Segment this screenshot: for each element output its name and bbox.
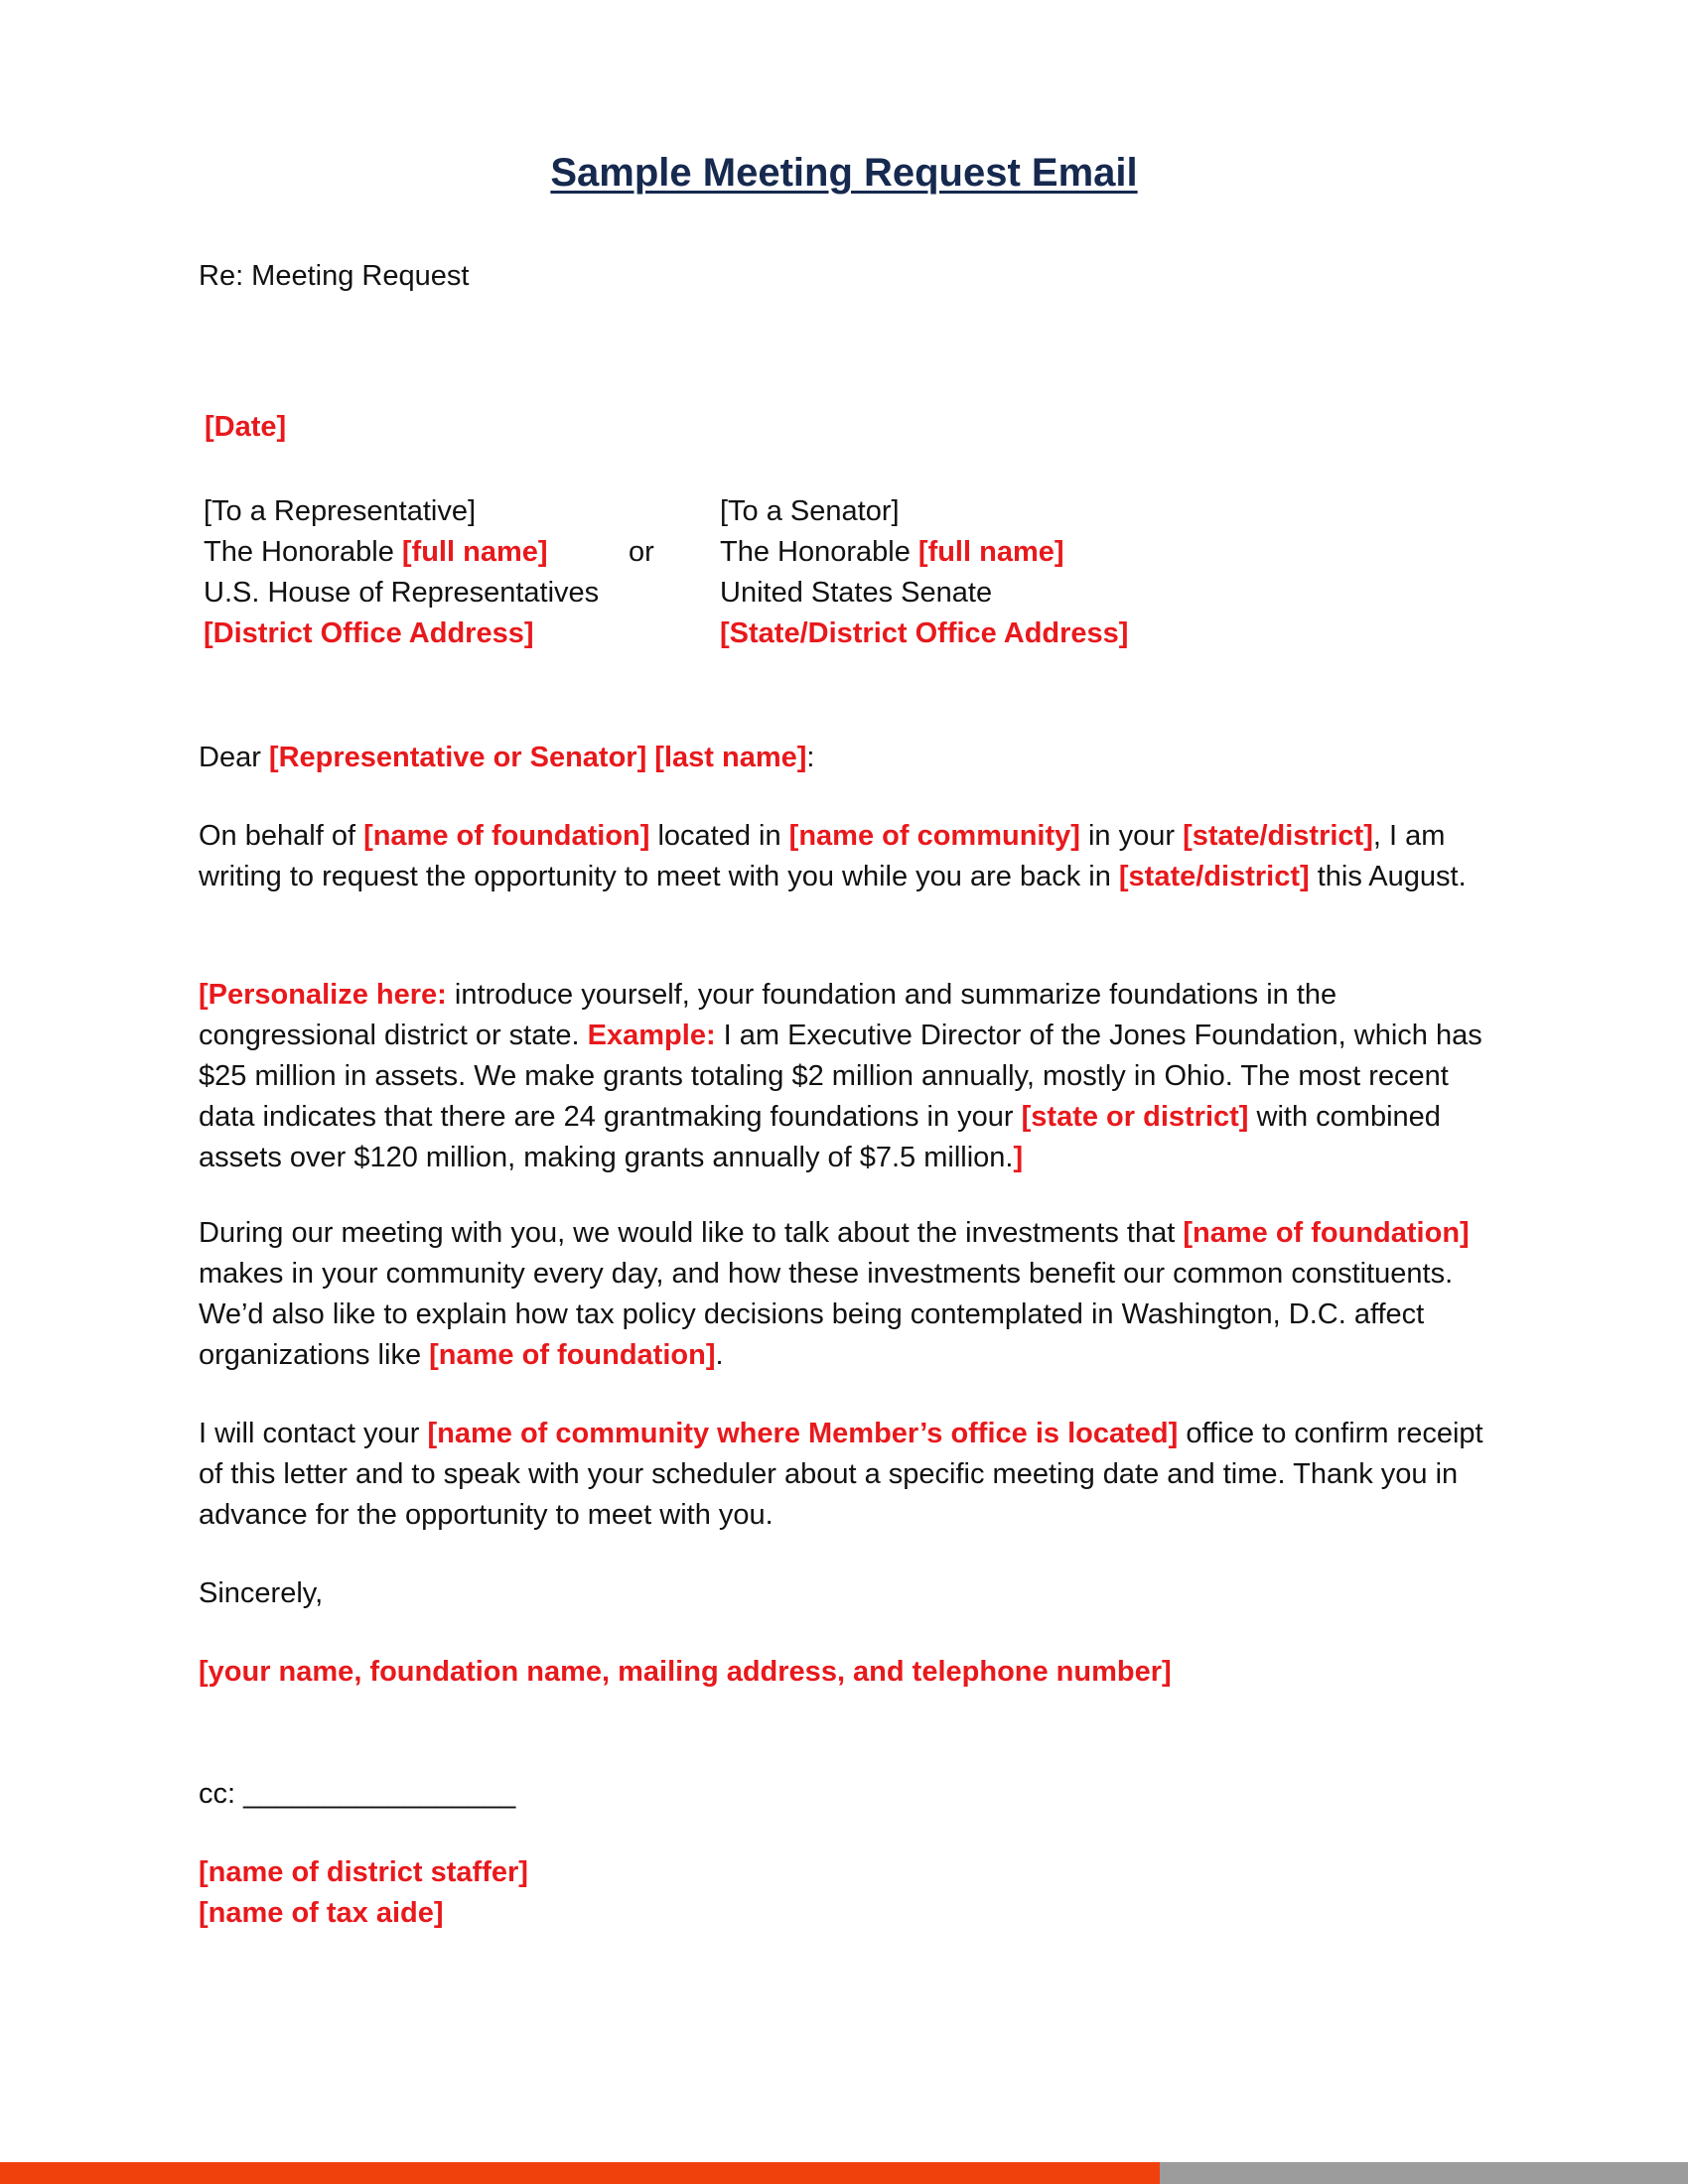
- p3-text: makes in your community every day, and how these investments benefit our common constituents. We’d also like to explain how tax policy decisions being contemplated in Washington, D.C. affect organizations like: [199, 1258, 1454, 1371]
- p4-placeholder: [name of community where Member’s office is located]: [427, 1418, 1179, 1449]
- senator-address-block: [720, 491, 1128, 654]
- cc-district-staffer: [name of district staffer]: [199, 1856, 528, 1888]
- p2-text: I am Executive Director of the Jones Foundation, which has $25 million in assets. We make grants totaling $2 million annually, mostly in Ohio. The most recent data indicates that there are 24 grantmaking foundations in your: [199, 1020, 1482, 1133]
- rep-full-name-placeholder: [full name]: [401, 536, 548, 568]
- p2-placeholder: [state or district]: [1021, 1101, 1249, 1133]
- rep-office-placeholder: [District Office Address]: [204, 617, 534, 649]
- p3-placeholder: [name of foundation]: [429, 1339, 716, 1371]
- cc-line: cc: _________________: [199, 1778, 516, 1810]
- rep-chamber: U.S. House of Representatives: [204, 577, 600, 609]
- p2-text: introduce yourself, your foundation and summarize foundations in the congressional district or state.: [199, 979, 1337, 1051]
- rep-header: [To a Representative]: [204, 495, 477, 527]
- p1-text: On behalf of: [199, 820, 364, 852]
- or-separator: or: [629, 536, 654, 568]
- salutation-colon: :: [806, 742, 815, 773]
- p1-text: this August.: [1309, 861, 1467, 892]
- paragraph-1: [199, 816, 1489, 897]
- signature-placeholder: [your name, foundation name, mailing address, and telephone number]: [199, 1656, 1172, 1688]
- p1-placeholder: [name of community]: [788, 820, 1080, 852]
- p3-text: During our meeting with you, we would like to talk about the investments that: [199, 1217, 1184, 1249]
- sen-honorable-text: The Honorable: [720, 536, 918, 568]
- closing: Sincerely,: [199, 1577, 324, 1609]
- footer-bar-orange: [0, 2162, 1160, 2184]
- cc-tax-aide: [name of tax aide]: [199, 1897, 444, 1929]
- sen-honorable-line: [720, 532, 1128, 573]
- p4-text: office to confirm receipt of this letter and to speak with your scheduler about a specific meeting date and time. Thank you in advance for the opportunity to meet with you.: [199, 1418, 1483, 1531]
- p2-text: with combined assets over $120 million, making grants annually of $7.5 million.: [199, 1101, 1441, 1173]
- salutation: [199, 738, 814, 778]
- paragraph-2: [199, 975, 1489, 1178]
- rep-honorable-line: [204, 532, 599, 573]
- p2-placeholder: [Personalize here:: [199, 979, 447, 1011]
- p1-text: , I am writing to request the opportunity to meet with you while you are back in: [199, 820, 1446, 892]
- p1-text: in your: [1079, 820, 1184, 852]
- sen-full-name-placeholder: [full name]: [917, 536, 1064, 568]
- p1-placeholder: [state/district]: [1118, 861, 1310, 892]
- footer-bar-gray: [1160, 2162, 1688, 2184]
- sen-header: [To a Senator]: [720, 495, 900, 527]
- p4-text: I will contact your: [199, 1418, 428, 1449]
- representative-address-block: [204, 491, 599, 654]
- p1-text: located in: [649, 820, 789, 852]
- p1-placeholder: [name of foundation]: [363, 820, 650, 852]
- salutation-dear: Dear: [199, 742, 269, 773]
- p3-placeholder: [name of foundation]: [1183, 1217, 1470, 1249]
- sen-office-placeholder: [State/District Office Address]: [720, 617, 1129, 649]
- p2-placeholder: ]: [1013, 1142, 1024, 1173]
- rep-honorable-text: The Honorable: [204, 536, 402, 568]
- p3-text: .: [715, 1339, 724, 1371]
- paragraph-4: [199, 1414, 1489, 1536]
- re-line: Re: Meeting Request: [199, 260, 470, 292]
- sen-chamber: United States Senate: [720, 577, 993, 609]
- paragraph-3: [199, 1213, 1489, 1376]
- p2-placeholder: Example:: [587, 1020, 716, 1051]
- p1-placeholder: [state/district]: [1183, 820, 1373, 852]
- page-title: Sample Meeting Request Email: [550, 151, 1138, 195]
- date-placeholder: [Date]: [205, 411, 287, 443]
- salutation-placeholder: [Representative or Senator] [last name]: [268, 742, 807, 773]
